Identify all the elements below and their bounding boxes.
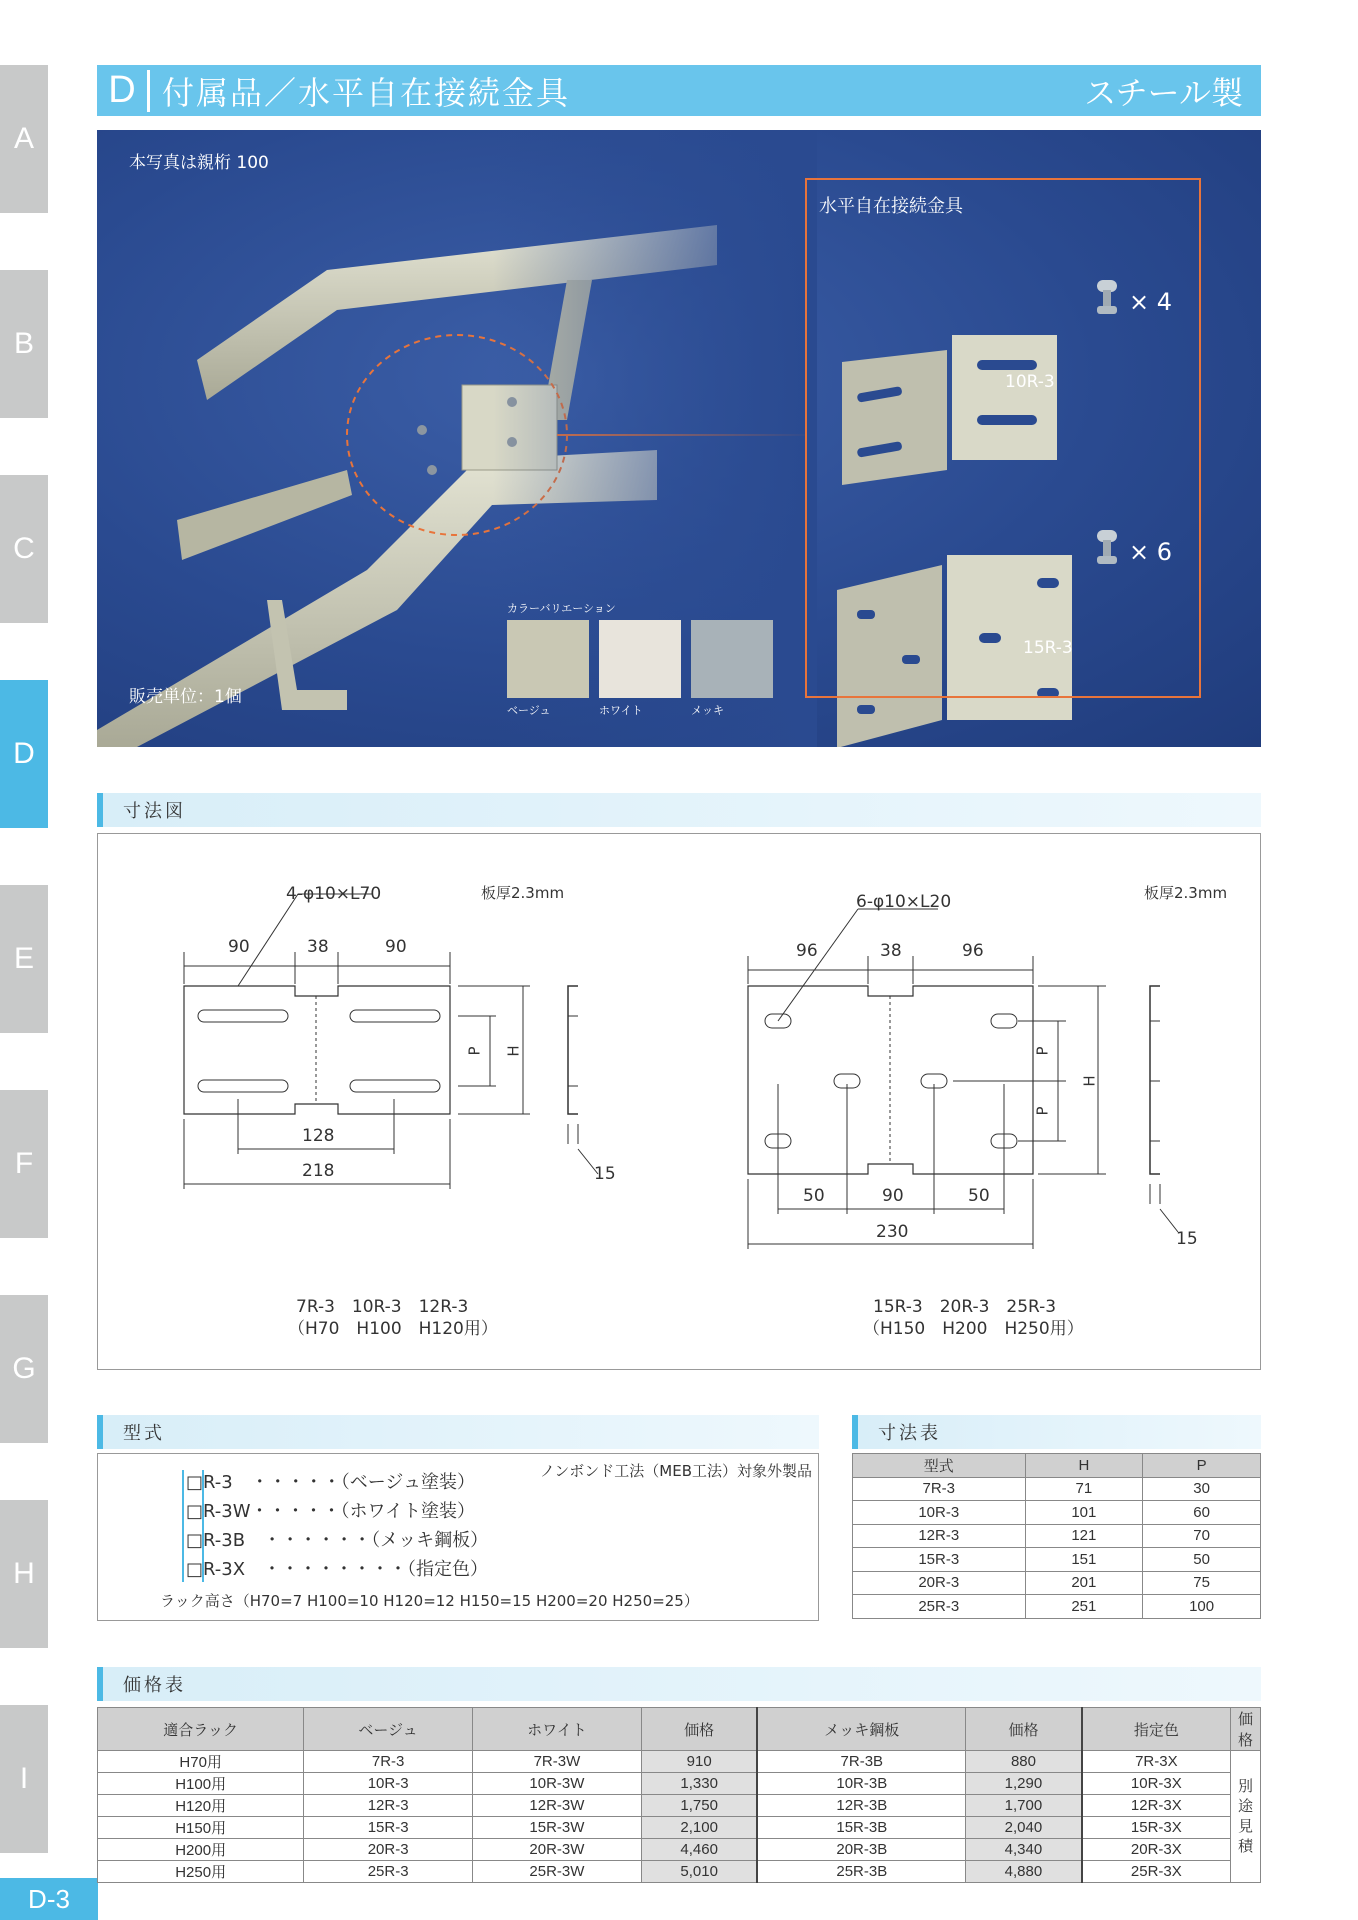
model-list: 15R-3 20R-3 25R-3 bbox=[873, 1297, 1057, 1317]
table-cell: 30 bbox=[1143, 1477, 1261, 1501]
model-list: 7R-3 10R-3 12R-3 bbox=[296, 1297, 469, 1317]
table-row bbox=[853, 1524, 1261, 1548]
dim-label: 90 bbox=[385, 937, 407, 957]
table-cell: 20R-3B bbox=[757, 1839, 965, 1861]
price-cell: 5,010 bbox=[641, 1861, 757, 1883]
table-cell: 25R-3 bbox=[853, 1595, 1026, 1619]
swatch-white bbox=[599, 620, 681, 698]
price-cell: 4,460 bbox=[641, 1839, 757, 1861]
table-header-row bbox=[853, 1454, 1261, 1478]
inset-title: 水平自在接続金具 bbox=[819, 196, 963, 217]
side-tab-a[interactable] bbox=[0, 65, 48, 213]
price-cell: 1,700 bbox=[966, 1795, 1082, 1817]
thickness-note: 板厚2.3mm bbox=[1144, 884, 1228, 902]
dim-label-h: H bbox=[504, 1045, 523, 1057]
column-header: 価格 bbox=[966, 1708, 1082, 1751]
dim-label: 15 bbox=[1176, 1229, 1198, 1249]
side-tab-label: H bbox=[13, 1557, 35, 1590]
estimate-char: 見 bbox=[1237, 1817, 1253, 1835]
table-cell: H250用 bbox=[98, 1861, 304, 1883]
side-tab-f[interactable] bbox=[0, 1090, 48, 1238]
part-quantity: × 6 bbox=[1129, 538, 1173, 566]
table-cell: 251 bbox=[1025, 1595, 1143, 1619]
table-cell: 20R-3W bbox=[472, 1839, 641, 1861]
side-tab-g[interactable] bbox=[0, 1295, 48, 1443]
table-row bbox=[98, 1839, 1261, 1861]
table-cell: 100 bbox=[1143, 1595, 1261, 1619]
table-row bbox=[98, 1817, 1261, 1839]
price-cell: 910 bbox=[641, 1751, 757, 1773]
table-cell: 7R-3B bbox=[757, 1751, 965, 1773]
side-tab-c[interactable] bbox=[0, 475, 48, 623]
section-heading: 型式 bbox=[97, 1415, 819, 1449]
column-header: メッキ鋼板 bbox=[757, 1708, 965, 1751]
table-cell: H120用 bbox=[98, 1795, 304, 1817]
swatch-plated bbox=[691, 620, 773, 698]
model-line: □R-3 ・・・・・（ベージュ塗装） bbox=[186, 1472, 476, 1493]
table-cell: 20R-3X bbox=[1082, 1839, 1231, 1861]
sales-unit: 販売単位：1個 bbox=[129, 687, 242, 707]
table-row bbox=[98, 1861, 1261, 1883]
dim-label: 50 bbox=[803, 1186, 825, 1206]
product-photo bbox=[97, 130, 1261, 747]
table-cell: 60 bbox=[1143, 1501, 1261, 1525]
dim-label-p: P bbox=[1033, 1106, 1052, 1116]
section-heading: 価格表 bbox=[97, 1667, 1261, 1701]
table-cell: 151 bbox=[1025, 1548, 1143, 1572]
price-cell: 1,290 bbox=[966, 1773, 1082, 1795]
table-cell: 12R-3X bbox=[1082, 1795, 1231, 1817]
price-cell: 4,340 bbox=[966, 1839, 1082, 1861]
photo-note: 本写真は親桁 100 bbox=[129, 153, 269, 173]
model-line: □R-3W・・・・・（ホワイト塗装） bbox=[186, 1501, 475, 1522]
column-header: 価格 bbox=[641, 1708, 757, 1751]
side-tab-h[interactable] bbox=[0, 1500, 48, 1648]
dim-label: 90 bbox=[882, 1186, 904, 1206]
swatch-name: ベージュ bbox=[507, 704, 551, 717]
column-header: 指定色 bbox=[1082, 1708, 1231, 1751]
column-header: ホワイト bbox=[472, 1708, 641, 1751]
header-divider bbox=[147, 70, 150, 112]
price-cell: 2,040 bbox=[966, 1817, 1082, 1839]
thickness-note: 板厚2.3mm bbox=[481, 884, 565, 902]
model-code-box bbox=[97, 1453, 819, 1621]
table-cell: 75 bbox=[1143, 1571, 1261, 1595]
swatch-name: ホワイト bbox=[599, 704, 643, 717]
part-quantity: × 4 bbox=[1129, 288, 1173, 316]
table-row bbox=[853, 1477, 1261, 1501]
table-cell: 25R-3 bbox=[304, 1861, 473, 1883]
table-cell: 12R-3 bbox=[304, 1795, 473, 1817]
table-cell: 71 bbox=[1025, 1477, 1143, 1501]
part-label: 10R-3 bbox=[1005, 372, 1055, 392]
table-cell: 7R-3X bbox=[1082, 1751, 1231, 1773]
dim-label: 218 bbox=[302, 1161, 335, 1181]
model-footer: ラック高さ（H70=7 H100=10 H120=12 H150=15 H200=20 H250=25） bbox=[160, 1592, 699, 1610]
header-letter: D bbox=[108, 69, 136, 111]
estimate-char: 積 bbox=[1237, 1837, 1253, 1855]
column-header: P bbox=[1143, 1454, 1261, 1478]
dim-label-p: P bbox=[465, 1046, 484, 1056]
price-cell: 1,330 bbox=[641, 1773, 757, 1795]
page-title: 付属品／水平自在接続金具 bbox=[162, 73, 571, 112]
side-tab-label: G bbox=[12, 1352, 36, 1385]
table-cell: 15R-3W bbox=[472, 1817, 641, 1839]
dim-label: 15 bbox=[594, 1164, 616, 1184]
table-cell: 15R-3 bbox=[304, 1817, 473, 1839]
side-tab-label: E bbox=[13, 942, 34, 975]
table-cell: 7R-3W bbox=[472, 1751, 641, 1773]
swatch-name: メッキ bbox=[691, 704, 724, 717]
side-tab-label: D bbox=[13, 737, 35, 770]
table-cell: 20R-3 bbox=[853, 1571, 1026, 1595]
height-list: （H150 H200 H250用） bbox=[863, 1319, 1084, 1339]
table-cell: 12R-3B bbox=[757, 1795, 965, 1817]
dim-label: 230 bbox=[876, 1222, 909, 1242]
table-cell: 121 bbox=[1025, 1524, 1143, 1548]
side-tab-d[interactable] bbox=[0, 680, 48, 828]
table-cell: 25R-3W bbox=[472, 1861, 641, 1883]
swatch-beige bbox=[507, 620, 589, 698]
section-heading: 寸法表 bbox=[852, 1415, 1261, 1449]
dim-label: 50 bbox=[968, 1186, 990, 1206]
table-row bbox=[853, 1595, 1261, 1619]
color-variation-label: カラーバリエーション bbox=[507, 602, 616, 615]
hole-note: 6-φ10×L20 bbox=[856, 892, 952, 912]
dim-label: 128 bbox=[302, 1126, 335, 1146]
table-cell: 7R-3 bbox=[304, 1751, 473, 1773]
table-cell: H100用 bbox=[98, 1773, 304, 1795]
model-line: □R-3X ・・・・・・・・（指定色） bbox=[186, 1559, 489, 1580]
dimension-drawing bbox=[97, 833, 1261, 1370]
table-cell: 15R-3B bbox=[757, 1817, 965, 1839]
price-cell: 2,100 bbox=[641, 1817, 757, 1839]
table-cell: H70用 bbox=[98, 1751, 304, 1773]
table-cell: 201 bbox=[1025, 1571, 1143, 1595]
side-tab-label: I bbox=[19, 1762, 29, 1795]
dim-label: 38 bbox=[880, 941, 902, 961]
table-cell: H150用 bbox=[98, 1817, 304, 1839]
table-cell: 12R-3 bbox=[853, 1524, 1026, 1548]
table-cell: 12R-3W bbox=[472, 1795, 641, 1817]
product-inset bbox=[805, 178, 1201, 698]
column-header: H bbox=[1025, 1454, 1143, 1478]
side-tab-label: F bbox=[14, 1147, 34, 1180]
table-row bbox=[853, 1501, 1261, 1525]
table-row bbox=[853, 1548, 1261, 1572]
table-cell: 20R-3 bbox=[304, 1839, 473, 1861]
table-cell: 70 bbox=[1143, 1524, 1261, 1548]
table-cell: 10R-3X bbox=[1082, 1773, 1231, 1795]
column-header: ベージュ bbox=[304, 1708, 473, 1751]
side-tab-label: A bbox=[13, 122, 34, 155]
side-tab-label: C bbox=[13, 532, 35, 565]
model-line: □R-3B ・・・・・・（メッキ鋼板） bbox=[186, 1530, 489, 1551]
part-label: 15R-3 bbox=[1023, 638, 1073, 658]
table-cell: 10R-3B bbox=[757, 1773, 965, 1795]
height-list: （H70 H100 H120用） bbox=[288, 1319, 498, 1339]
table-cell: 7R-3 bbox=[853, 1477, 1026, 1501]
column-header: 価格 bbox=[1231, 1708, 1261, 1751]
page-header bbox=[97, 65, 1261, 116]
table-row bbox=[98, 1751, 1261, 1773]
table-row bbox=[98, 1795, 1261, 1817]
table-row bbox=[98, 1773, 1261, 1795]
table-cell: 50 bbox=[1143, 1548, 1261, 1572]
table-cell: 15R-3 bbox=[853, 1548, 1026, 1572]
dim-label: 96 bbox=[962, 941, 984, 961]
price-table bbox=[97, 1707, 1261, 1883]
table-header-row bbox=[98, 1708, 1261, 1751]
table-cell: 25R-3B bbox=[757, 1861, 965, 1883]
side-tab-i[interactable] bbox=[0, 1705, 48, 1853]
dim-label-h: H bbox=[1080, 1075, 1099, 1087]
price-cell: 880 bbox=[966, 1751, 1082, 1773]
side-tab-label: B bbox=[13, 327, 34, 360]
table-row bbox=[853, 1571, 1261, 1595]
page-number: D-3 bbox=[0, 1878, 98, 1920]
side-tab-b[interactable] bbox=[0, 270, 48, 418]
hole-note: 4-φ10×L70 bbox=[286, 884, 382, 904]
dim-label: 96 bbox=[796, 941, 818, 961]
estimate-char: 途 bbox=[1237, 1797, 1253, 1815]
dim-label: 38 bbox=[307, 937, 329, 957]
section-heading: 寸法図 bbox=[97, 793, 1261, 827]
dim-label: 90 bbox=[228, 937, 250, 957]
estimate-cell bbox=[1231, 1751, 1261, 1883]
estimate-char: 別 bbox=[1237, 1777, 1253, 1795]
dim-label-p: P bbox=[1033, 1046, 1052, 1056]
column-header: 型式 bbox=[853, 1454, 1026, 1478]
table-cell: 101 bbox=[1025, 1501, 1143, 1525]
column-header: 適合ラック bbox=[98, 1708, 304, 1751]
dimension-table bbox=[852, 1453, 1261, 1619]
price-cell: 4,880 bbox=[966, 1861, 1082, 1883]
table-cell: 10R-3 bbox=[304, 1773, 473, 1795]
table-cell: 25R-3X bbox=[1082, 1861, 1231, 1883]
table-cell: 10R-3W bbox=[472, 1773, 641, 1795]
material-label: スチール製 bbox=[1084, 73, 1243, 112]
model-note: ノンボンド工法（MEB工法）対象外製品 bbox=[539, 1462, 812, 1480]
table-cell: 15R-3X bbox=[1082, 1817, 1231, 1839]
table-cell: H200用 bbox=[98, 1839, 304, 1861]
price-cell: 1,750 bbox=[641, 1795, 757, 1817]
table-cell: 10R-3 bbox=[853, 1501, 1026, 1525]
side-tab-e[interactable] bbox=[0, 885, 48, 1033]
